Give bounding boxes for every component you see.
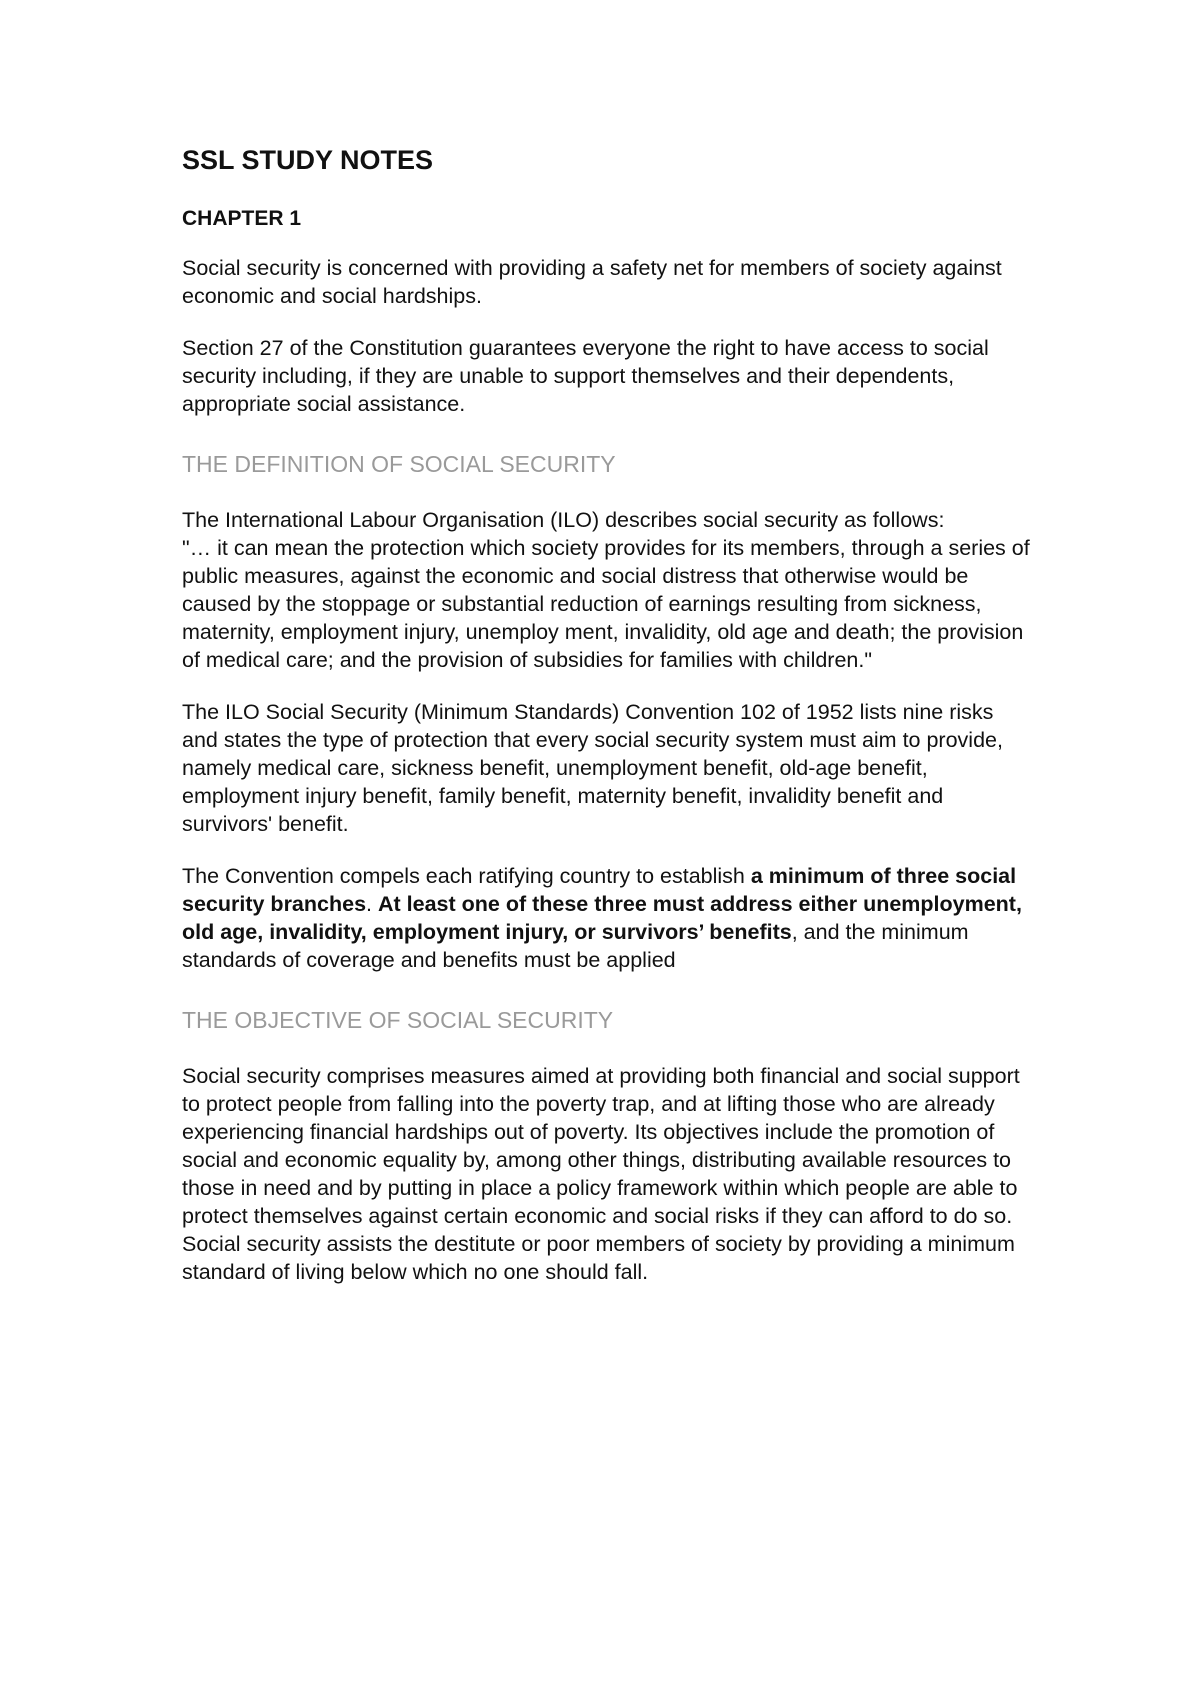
ilo-definition-paragraph (182, 506, 1032, 674)
convention-compels-paragraph (182, 862, 1032, 974)
intro-paragraph-2: Section 27 of the Constitution guarantees everyone the right to have access to social security including, if they are unable to support themselves and their dependents, appropriate social assistance. (182, 336, 989, 416)
convention-paragraph: The ILO Social Security (Minimum Standards) Convention 102 of 1952 lists nine risks and states the type of protection that every social security system must aim to provide, namely medical care, sickness benefit, unemployment benefit, old-age benefit, employment injury benefit, family benefit, maternity benefit, invalidity benefit and survivors' benefit. (182, 700, 1003, 836)
compels-text-1: The Convention compels each ratifying country to establish (182, 864, 751, 888)
ilo-intro: The International Labour Organisation (ILO) describes social security as follows: (182, 508, 945, 532)
intro-paragraph-1: Social security is concerned with providing a safety net for members of society against economic and social hardships. (182, 256, 1002, 308)
ilo-quote: "… it can mean the protection which society provides for its members, through a series of public measures, against the economic and social distress that otherwise would be caused by the stoppage or substantial reduction of earnings resulting from sickness, maternity, employment injury, unemploy ment, invalidity, old age and death; the provision of medical care; and the provision of subsidies for families with children." (182, 536, 1030, 672)
document-title: SSL STUDY NOTES (182, 145, 434, 175)
objective-paragraph: Social security comprises measures aimed at providing both financial and social support to protect people from falling into the poverty trap, and at lifting those who are already experiencing financial hardships out of poverty. Its objectives include the promotion of social and economic equality by, among other things, distributing available resources to those in need and by putting in place a policy framework within which people are able to protect themselves against certain economic and social risks if they can afford to do so. Social security assists the destitute or poor members of society by providing a minimum standard of living below which no one should fall. (182, 1064, 1020, 1284)
compels-text-2: . (366, 892, 378, 916)
document-page (182, 140, 1032, 1286)
definition-heading: THE DEFINITION OF SOCIAL SECURITY (182, 451, 616, 477)
chapter-heading: CHAPTER 1 (182, 207, 302, 230)
objective-heading: THE OBJECTIVE OF SOCIAL SECURITY (182, 1007, 614, 1033)
compels-bold-2: At least one of these three must address either unemployment, old age, invalidity, employment injury, or survivors’ benefits (182, 892, 1022, 944)
compels-bold-1: a minimum of three social security branches (182, 864, 1017, 916)
compels-text-3: , and the minimum standards of coverage and benefits must be applied (182, 920, 969, 972)
